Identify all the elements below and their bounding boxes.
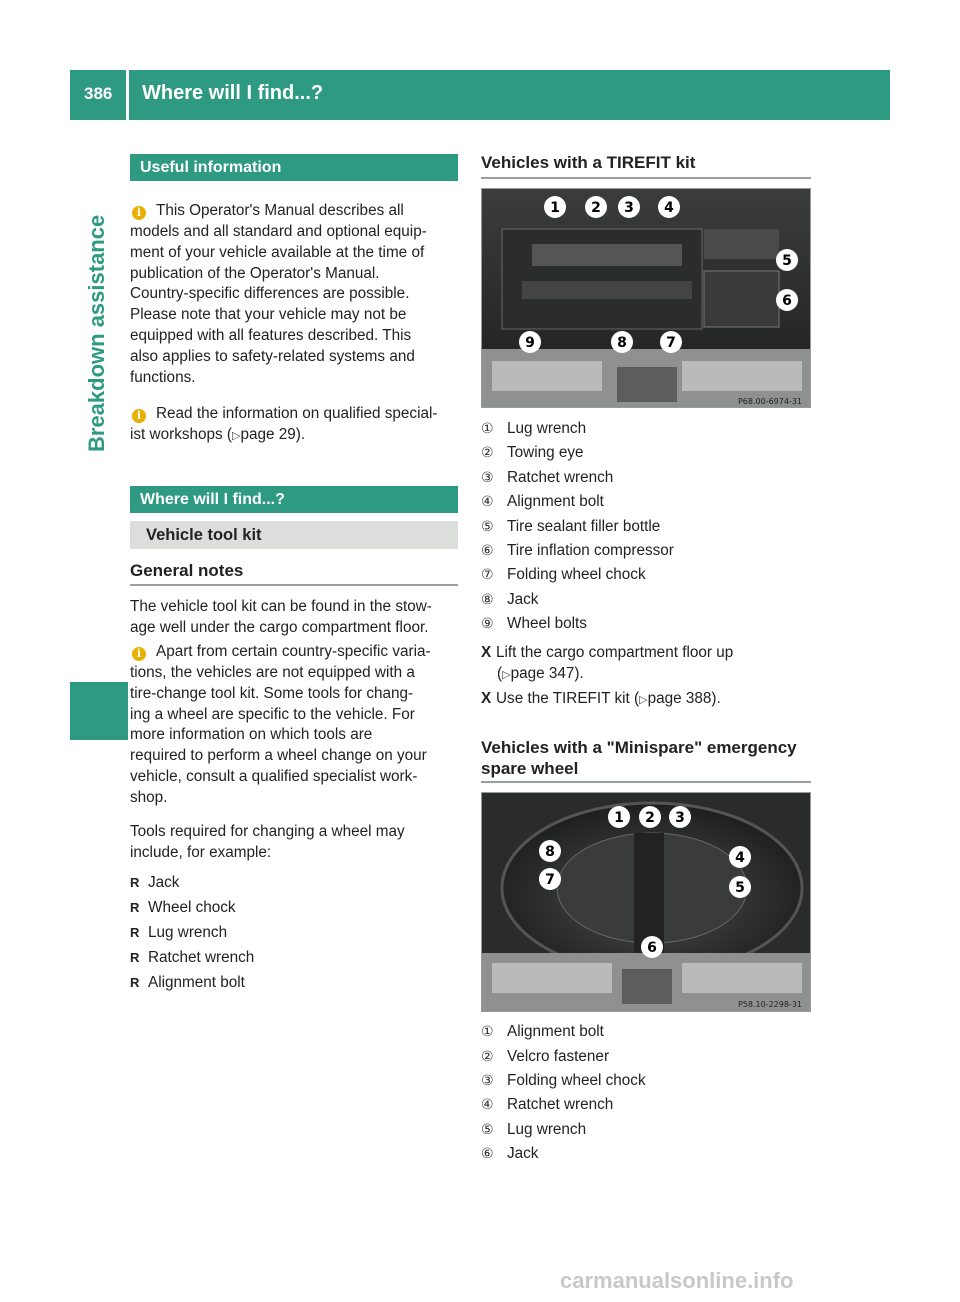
rule [481, 781, 811, 783]
action-step-1-ref: (▷page 347). [497, 665, 584, 682]
list-item: ⑦ Folding wheel chock [481, 566, 646, 583]
general-notes-heading: General notes [130, 561, 244, 580]
minispare-photo [481, 792, 811, 1012]
list-item: R Alignment bolt [130, 974, 245, 991]
list-item: ① Alignment bolt [481, 1023, 604, 1040]
info-text-1-body: models and all standard and optional equip- ment of your vehicle available at the time of publication of the Operator's Manual. Country-specific differences are possible. Please note that your vehicle may not be equipped with all features described. This also applies to safety-related systems and functions. [130, 223, 427, 386]
page-ref-arrow-icon: ▷ [232, 430, 241, 442]
info-icon: i [132, 409, 146, 423]
svg-text:1: 1 [614, 810, 624, 826]
list-item: ② Velcro fastener [481, 1048, 610, 1065]
svg-text:6: 6 [647, 940, 657, 956]
list-item: ⑧ Jack [481, 591, 539, 608]
list-item: R Jack [130, 874, 180, 891]
page-ref-arrow-icon: ▷ [639, 694, 648, 706]
svg-text:4: 4 [735, 850, 745, 866]
action-step-1: X Lift the cargo compartment floor up [481, 644, 734, 661]
svg-text:7: 7 [545, 872, 555, 888]
svg-text:3: 3 [675, 810, 685, 826]
svg-text:2: 2 [591, 200, 601, 216]
header-title: Where will I find...? [142, 82, 324, 104]
tirefit-heading: Vehicles with a TIREFIT kit [481, 153, 696, 172]
info-text-3-body: tions, the vehicles are not equipped with a tire-change tool kit. Some tools for chang- ing a wheel are specific to the vehicle. For more information on which tools are required to perform a wheel change on your vehicle, consult a qualified specialist work- shop. [130, 664, 427, 806]
info-icon: i [132, 206, 146, 220]
general-notes-text: The vehicle tool kit can be found in the stow- age well under the cargo compartment floor. [130, 598, 432, 636]
svg-text:8: 8 [617, 335, 627, 351]
svg-text:6: 6 [782, 293, 792, 309]
photo-code: P58.10-2298-31 [737, 1000, 802, 1009]
svg-text:8: 8 [545, 844, 555, 860]
tools-intro: Tools required for changing a wheel may include, for example: [130, 823, 405, 861]
svg-text:7: 7 [666, 335, 676, 351]
svg-text:2: 2 [645, 810, 655, 826]
watermark: carmanualsonline.info [560, 1268, 794, 1293]
list-item: R Lug wrench [130, 924, 228, 941]
action-step-2: X Use the TIREFIT kit (▷page 388). [481, 690, 721, 707]
list-item: ② Towing eye [481, 444, 584, 461]
tirefit-illustration [482, 189, 811, 408]
svg-text:5: 5 [735, 880, 745, 896]
rule [130, 584, 458, 586]
info-icon: i [132, 647, 146, 661]
rule [481, 177, 811, 179]
list-item: ⑥ Jack [481, 1145, 539, 1162]
svg-text:9: 9 [525, 335, 535, 351]
list-item: ⑨ Wheel bolts [481, 615, 587, 632]
page-number: 386 [84, 84, 113, 103]
svg-text:5: 5 [782, 253, 792, 269]
list-item: R Wheel chock [130, 899, 236, 916]
minispare-illustration [482, 793, 811, 1012]
svg-text:3: 3 [624, 200, 634, 216]
info-text-1: This Operator's Manual describes all [156, 202, 404, 219]
header-divider [126, 70, 129, 120]
page-ref-link[interactable]: page 347). [510, 665, 584, 682]
photo-code: P68.00-6974-31 [737, 397, 802, 406]
info-text-2: Read the information on qualified special- [156, 405, 438, 422]
page-header [70, 70, 890, 120]
list-item: ③ Ratchet wrench [481, 469, 614, 486]
info-text-2-body: ist workshops (▷page 29). [130, 426, 306, 443]
side-tab-label: Breakdown assistance [84, 214, 109, 452]
list-item: ⑥ Tire inflation compressor [481, 542, 674, 559]
list-item: ⑤ Tire sealant filler bottle [481, 518, 661, 535]
info-text-3: Apart from certain country-specific varia- [156, 643, 431, 660]
list-item: ④ Alignment bolt [481, 493, 604, 510]
page-ref-link[interactable]: page 388). [647, 690, 721, 707]
side-tab-block [70, 682, 128, 740]
minispare-heading: Vehicles with a "Minispare" emergency spare wheel [481, 738, 797, 778]
where-heading: Where will I find...? [130, 486, 458, 513]
list-item: ⑤ Lug wrench [481, 1121, 587, 1138]
useful-info-heading: Useful information [130, 154, 458, 181]
svg-text:4: 4 [664, 200, 674, 216]
list-item: ① Lug wrench [481, 420, 587, 437]
list-item: R Ratchet wrench [130, 949, 255, 966]
svg-text:1: 1 [550, 200, 560, 216]
list-item: ④ Ratchet wrench [481, 1096, 614, 1113]
page-ref-link[interactable]: page 29). [240, 426, 306, 443]
toolkit-heading: Vehicle tool kit [130, 521, 458, 549]
tirefit-photo [481, 188, 811, 408]
page-ref-arrow-icon: ▷ [502, 669, 511, 681]
list-item: ③ Folding wheel chock [481, 1072, 646, 1089]
